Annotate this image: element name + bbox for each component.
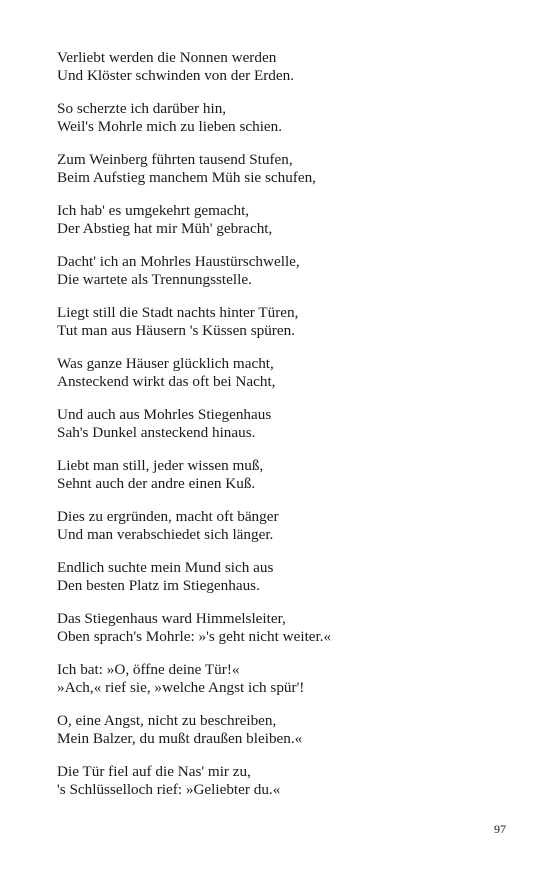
poem-line: Das Stiegenhaus ward Himmelsleiter, xyxy=(57,610,286,627)
stanza xyxy=(57,406,497,442)
stanza xyxy=(57,151,497,187)
stanza xyxy=(57,712,497,748)
page-number: 97 xyxy=(494,822,506,836)
stanza xyxy=(57,763,497,799)
poem-line: »Ach,« rief sie, »welche Angst ich spür'! xyxy=(57,679,305,696)
poem-line: Sehnt auch der andre einen Kuß. xyxy=(57,475,256,492)
poem-line: Weil's Mohrle mich zu lieben schien. xyxy=(57,118,283,135)
stanza xyxy=(57,559,497,595)
poem-line: Der Abstieg hat mir Müh' gebracht, xyxy=(57,220,273,237)
poem-line: Oben sprach's Mohrle: »'s geht nicht weiter.« xyxy=(57,628,332,645)
poem xyxy=(57,49,497,814)
poem-line: Die Tür fiel auf die Nas' mir zu, xyxy=(57,763,251,780)
stanza xyxy=(57,202,497,238)
poem-line: Ich bat: »O, öffne deine Tür!« xyxy=(57,661,240,678)
poem-line: Ansteckend wirkt das oft bei Nacht, xyxy=(57,373,276,390)
poem-line: Verliebt werden die Nonnen werden xyxy=(57,49,277,66)
poem-line: Endlich suchte mein Mund sich aus xyxy=(57,559,274,576)
poem-line: Dies zu ergründen, macht oft bänger xyxy=(57,508,279,525)
stanza xyxy=(57,355,497,391)
poem-line: Ich hab' es umgekehrt gemacht, xyxy=(57,202,250,219)
stanza xyxy=(57,49,497,85)
poem-line: Und auch aus Mohrles Stiegenhaus xyxy=(57,406,272,423)
stanza xyxy=(57,253,497,289)
poem-line: 's Schlüsselloch rief: »Geliebter du.« xyxy=(57,781,281,798)
poem-line: Mein Balzer, du mußt draußen bleiben.« xyxy=(57,730,303,747)
poem-line: Sah's Dunkel ansteckend hinaus. xyxy=(57,424,256,441)
poem-line: Was ganze Häuser glücklich macht, xyxy=(57,355,274,372)
stanza xyxy=(57,661,497,697)
poem-line: Zum Weinberg führten tausend Stufen, xyxy=(57,151,293,168)
poem-line: Liegt still die Stadt nachts hinter Türen, xyxy=(57,304,299,321)
poem-line: Und man verabschiedet sich länger. xyxy=(57,526,274,543)
stanza xyxy=(57,508,497,544)
stanza xyxy=(57,304,497,340)
poem-line: Liebt man still, jeder wissen muß, xyxy=(57,457,264,474)
poem-line: Beim Aufstieg manchem Müh sie schufen, xyxy=(57,169,316,186)
stanza xyxy=(57,610,497,646)
poem-line: Dacht' ich an Mohrles Haustürschwelle, xyxy=(57,253,300,270)
poem-line: Tut man aus Häusern 's Küssen spüren. xyxy=(57,322,295,339)
poem-line: Den besten Platz im Stiegenhaus. xyxy=(57,577,260,594)
stanza xyxy=(57,100,497,136)
poem-line: So scherzte ich darüber hin, xyxy=(57,100,227,117)
poem-line: O, eine Angst, nicht zu beschreiben, xyxy=(57,712,277,729)
poem-line: Die wartete als Trennungsstelle. xyxy=(57,271,252,288)
poem-line: Und Klöster schwinden von der Erden. xyxy=(57,67,295,84)
stanza xyxy=(57,457,497,493)
